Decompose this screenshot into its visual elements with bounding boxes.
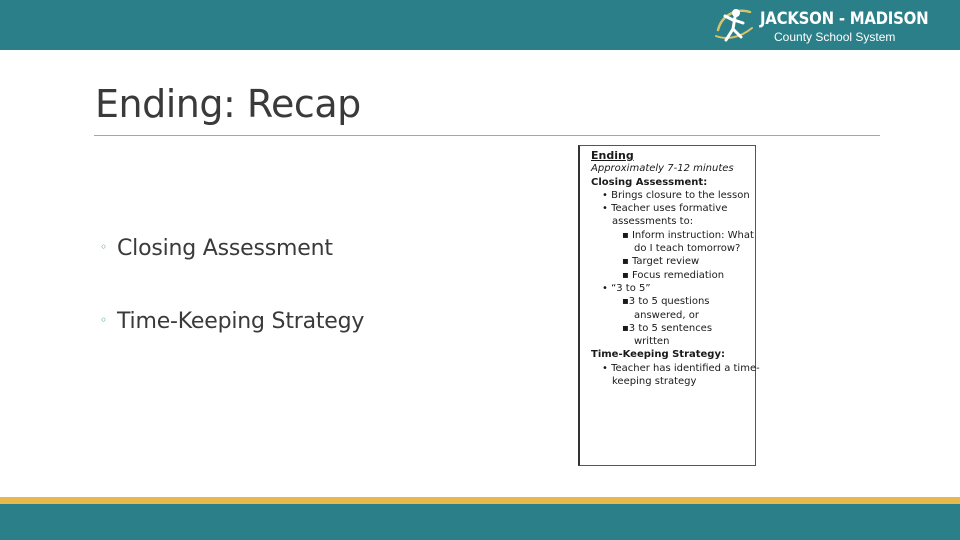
rubric-heading: Ending <box>591 149 634 162</box>
rubric-line: ▪ Inform instruction: What <box>622 229 754 241</box>
slide-title: Ending: Recap <box>95 82 361 126</box>
rubric-line: ▪3 to 5 sentences <box>622 322 713 334</box>
rubric-timekeeping-heading: Time-Keeping Strategy: <box>591 349 725 361</box>
logo-name: JACKSON - MADISON <box>760 9 929 29</box>
bullet-text: Closing Assessment <box>117 236 333 261</box>
rubric-line: do I teach tomorrow? <box>634 243 741 255</box>
rubric-line: ▪ Focus remediation <box>622 269 725 281</box>
bullet-item-time-keeping <box>100 309 364 382</box>
district-logo <box>712 4 942 46</box>
title-divider <box>94 135 880 136</box>
bullet-item-closing-assessment <box>100 236 364 309</box>
rubric-line: answered, or <box>634 309 699 321</box>
footer-accent-stripe <box>0 497 960 504</box>
rubric-image <box>578 145 760 466</box>
bullet-text: Time-Keeping Strategy <box>117 309 365 334</box>
bullet-marker-icon: ◦ <box>100 240 107 254</box>
rubric-line: • Brings closure to the lesson <box>602 189 750 201</box>
rubric-line: written <box>634 336 670 348</box>
bullet-marker-icon: ◦ <box>100 313 107 327</box>
rubric-line: • Teacher uses formative <box>602 203 728 215</box>
rubric-line: ▪3 to 5 questions <box>622 296 710 308</box>
footer-bar <box>0 504 960 540</box>
header-bar <box>0 0 960 50</box>
rubric-line: • “3 to 5” <box>602 282 651 294</box>
logo-subtitle: County School System <box>774 30 896 44</box>
runner-figure-icon <box>712 4 756 46</box>
rubric-line: keeping strategy <box>612 376 697 388</box>
rubric-line: assessments to: <box>612 216 694 228</box>
bullet-list <box>100 236 364 382</box>
rubric-line: ▪ Target review <box>622 256 700 268</box>
rubric-duration: Approximately 7-12 minutes <box>591 163 734 175</box>
rubric-closing-heading: Closing Assessment: <box>591 176 708 188</box>
rubric-line: • Teacher has identified a time- <box>602 362 760 374</box>
